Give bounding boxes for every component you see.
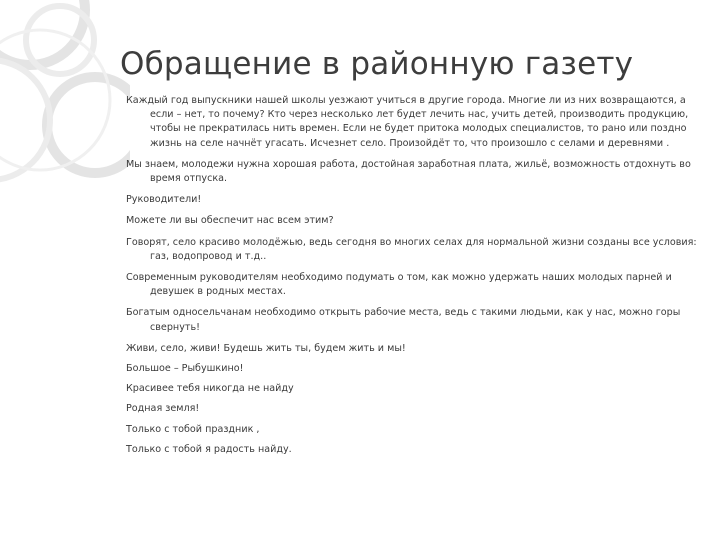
paragraph-live-village: Живи, село, живи! Будешь жить ты, будем жить и мы! bbox=[126, 342, 406, 354]
paragraph-poem-line-3: Только с тобой праздник , bbox=[126, 423, 260, 435]
paragraph-conditions: Говорят, село красиво молодёжью, ведь сегодня во многих селах для нормальной жизни созданы все условия: газ, водопровод и т.д.. bbox=[126, 236, 697, 262]
paragraph-poem-line-4: Только с тобой я радость найду. bbox=[126, 443, 292, 455]
paragraph-youth-needs: Мы знаем, молодежи нужна хорошая работа, достойная заработная плата, жильё, возможность отдохнуть во время отпуска. bbox=[126, 158, 691, 185]
paragraph-question: Можете ли вы обеспечит нас всем этим? bbox=[126, 215, 334, 227]
paragraph-leaders-address: Руководители! bbox=[126, 194, 202, 206]
slide-body bbox=[126, 94, 698, 463]
slide-title: Обращение в районную газету bbox=[120, 46, 634, 82]
paragraph-village-name: Большое – Рыбушкино! bbox=[126, 363, 244, 375]
paragraph-modern-leaders: Современным руководителям необходимо подумать о том, как можно удержать наших молодых парней и девушек в родных местах. bbox=[126, 272, 672, 298]
paragraph-poem-line-2: Родная земля! bbox=[126, 403, 200, 415]
paragraph-poem-line-1: Красивее тебя никогда не найду bbox=[126, 383, 294, 395]
paragraph-rich-villagers: Богатым односельчанам необходимо открыть рабочие места, ведь с такими людьми, как у нас, можно горы свернуть! bbox=[126, 307, 681, 333]
decorative-circles bbox=[0, 0, 130, 540]
paragraph-intro: Каждый год выпускники нашей школы уезжают учиться в другие города. Многие ли из них возвращаются, а если – нет, то почему? Кто через несколько лет будет лечить нас, учить детей, производить продукцию, чтобы не прекратилась нить времен. Если не будет притока молодых специалистов, то рано или поздно жизнь на селе начнёт угасать. Исчезнет село. Произойдёт то, что произошло с селами и деревнями . bbox=[126, 95, 689, 149]
